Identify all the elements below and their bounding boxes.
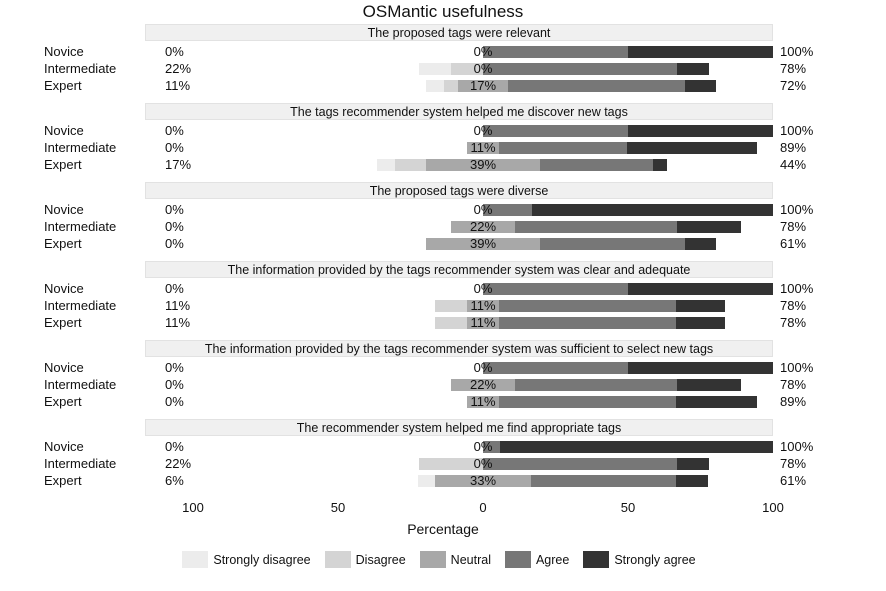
bar-segment — [418, 475, 435, 487]
panel-strip-label: The proposed tags were relevant — [145, 24, 773, 41]
x-axis-tick-label: 50 — [620, 500, 636, 515]
bar-segment — [515, 221, 677, 233]
row-neutral-percent: 0% — [473, 281, 493, 296]
row-positive-percent: 61% — [780, 236, 807, 251]
legend-item — [505, 551, 569, 568]
row-positive-percent: 100% — [780, 439, 814, 454]
legend-item — [182, 551, 310, 568]
row-group-label: Intermediate — [44, 456, 117, 471]
stacked-bar — [483, 362, 773, 374]
row-positive-percent: 78% — [780, 61, 807, 76]
legend-label: Strongly disagree — [213, 552, 311, 567]
bar-segment — [677, 379, 741, 391]
panel-strip-label: The tags recommender system helped me discover new tags — [145, 103, 773, 120]
row-neutral-percent: 0% — [473, 456, 493, 471]
row-positive-percent: 100% — [780, 202, 814, 217]
x-axis-tick-label: 0 — [479, 500, 487, 515]
legend-swatch — [182, 551, 208, 568]
row-negative-percent: 0% — [165, 236, 184, 251]
bar-segment — [500, 441, 773, 453]
row-negative-percent: 0% — [165, 360, 184, 375]
row-negative-percent: 11% — [165, 315, 191, 330]
row-group-label: Expert — [44, 473, 82, 488]
stacked-bar — [483, 125, 773, 137]
row-neutral-percent: 11% — [470, 394, 496, 409]
row-negative-percent: 0% — [165, 219, 184, 234]
row-group-label: Expert — [44, 315, 82, 330]
row-group-label: Expert — [44, 78, 82, 93]
row-neutral-percent: 0% — [473, 202, 493, 217]
row-positive-percent: 89% — [780, 140, 807, 155]
bar-segment — [426, 80, 443, 92]
bar-segment — [676, 317, 725, 329]
bar-segment — [627, 142, 758, 154]
chart-legend — [0, 551, 886, 568]
panel-strip-label: The proposed tags were diverse — [145, 182, 773, 199]
row-positive-percent: 100% — [780, 123, 814, 138]
bar-segment — [377, 159, 394, 171]
row-group-label: Intermediate — [44, 61, 117, 76]
row-neutral-percent: 11% — [470, 140, 496, 155]
row-negative-percent: 0% — [165, 140, 184, 155]
row-positive-percent: 44% — [780, 157, 807, 172]
bar-segment — [676, 475, 708, 487]
bar-segment — [628, 46, 773, 58]
row-group-label: Novice — [44, 123, 84, 138]
row-group-label: Intermediate — [44, 219, 117, 234]
row-group-label: Intermediate — [44, 140, 117, 155]
row-positive-percent: 78% — [780, 377, 807, 392]
row-neutral-percent: 39% — [469, 157, 497, 172]
row-negative-percent: 6% — [165, 473, 184, 488]
row-negative-percent: 0% — [165, 44, 184, 59]
bar-segment — [677, 63, 709, 75]
row-neutral-percent: 11% — [470, 315, 496, 330]
bar-segment — [499, 317, 676, 329]
row-positive-percent: 100% — [780, 44, 814, 59]
legend-item — [583, 551, 695, 568]
legend-swatch — [325, 551, 351, 568]
stacked-bar — [483, 46, 773, 58]
row-group-label: Intermediate — [44, 377, 117, 392]
bar-segment — [685, 80, 717, 92]
bar-segment — [499, 396, 676, 408]
legend-label: Neutral — [450, 552, 491, 567]
row-negative-percent: 0% — [165, 281, 184, 296]
row-neutral-percent: 0% — [473, 123, 493, 138]
row-neutral-percent: 0% — [473, 61, 493, 76]
row-neutral-percent: 22% — [469, 377, 497, 392]
x-axis-title: Percentage — [407, 521, 479, 537]
x-axis-tick-label: 100 — [762, 500, 784, 515]
row-positive-percent: 61% — [780, 473, 807, 488]
row-group-label: Expert — [44, 394, 82, 409]
row-group-label: Intermediate — [44, 298, 117, 313]
row-group-label: Novice — [44, 439, 84, 454]
row-negative-percent: 11% — [165, 298, 191, 313]
row-neutral-percent: 22% — [469, 219, 497, 234]
bar-segment — [515, 379, 677, 391]
stacked-bar — [483, 283, 773, 295]
row-positive-percent: 78% — [780, 298, 807, 313]
row-positive-percent: 78% — [780, 219, 807, 234]
row-negative-percent: 0% — [165, 394, 184, 409]
row-positive-percent: 100% — [780, 281, 814, 296]
panel-strip-label: The information provided by the tags recommender system was sufficient to select new tags — [145, 340, 773, 357]
bar-segment — [499, 142, 627, 154]
legend-label: Strongly agree — [614, 552, 696, 567]
legend-item — [420, 551, 491, 568]
bar-segment — [677, 221, 741, 233]
bar-segment — [628, 283, 773, 295]
row-positive-percent: 72% — [780, 78, 807, 93]
legend-label: Agree — [535, 552, 570, 567]
bar-segment — [676, 396, 757, 408]
row-neutral-percent: 33% — [469, 473, 497, 488]
row-group-label: Novice — [44, 202, 84, 217]
bar-segment — [676, 300, 725, 312]
bar-segment — [532, 204, 773, 216]
row-negative-percent: 0% — [165, 377, 184, 392]
row-positive-percent: 89% — [780, 394, 807, 409]
panel-strip-label: The recommender system helped me find appropriate tags — [145, 419, 773, 436]
chart-title: OSMantic usefulness — [362, 2, 524, 21]
row-positive-percent: 100% — [780, 360, 814, 375]
row-negative-percent: 0% — [165, 439, 184, 454]
row-negative-percent: 17% — [165, 157, 192, 172]
row-neutral-percent: 11% — [470, 298, 496, 313]
bar-segment — [540, 159, 653, 171]
row-neutral-percent: 17% — [469, 78, 497, 93]
row-neutral-percent: 39% — [469, 236, 497, 251]
row-negative-percent: 11% — [165, 78, 191, 93]
row-negative-percent: 22% — [165, 61, 192, 76]
bar-segment — [508, 80, 685, 92]
row-group-label: Novice — [44, 360, 84, 375]
stacked-bar — [483, 441, 773, 453]
x-axis-tick-label: 50 — [330, 500, 346, 515]
row-group-label: Expert — [44, 157, 82, 172]
row-group-label: Expert — [44, 236, 82, 251]
legend-swatch — [505, 551, 531, 568]
row-group-label: Novice — [44, 44, 84, 59]
bar-segment — [685, 238, 717, 250]
stacked-bar — [483, 204, 773, 216]
row-neutral-percent: 0% — [473, 439, 493, 454]
row-neutral-percent: 0% — [473, 44, 493, 59]
legend-label: Disagree — [355, 552, 406, 567]
bar-segment — [395, 159, 427, 171]
row-negative-percent: 0% — [165, 123, 184, 138]
bar-segment — [628, 125, 773, 137]
bar-segment — [499, 300, 676, 312]
row-positive-percent: 78% — [780, 315, 807, 330]
bar-segment — [419, 63, 451, 75]
bar-segment — [677, 458, 709, 470]
row-negative-percent: 22% — [165, 456, 192, 471]
row-group-label: Novice — [44, 281, 84, 296]
legend-swatch — [583, 551, 609, 568]
stacked-bar — [377, 159, 667, 171]
legend-swatch — [420, 551, 446, 568]
x-axis-tick-label: 100 — [182, 500, 204, 515]
bar-segment — [540, 238, 685, 250]
panel-strip-label: The information provided by the tags recommender system was clear and adequate — [145, 261, 773, 278]
legend-item — [325, 551, 406, 568]
row-neutral-percent: 0% — [473, 360, 493, 375]
bar-segment — [628, 362, 773, 374]
bar-segment — [531, 475, 676, 487]
bar-segment — [653, 159, 668, 171]
row-negative-percent: 0% — [165, 202, 184, 217]
row-positive-percent: 78% — [780, 456, 807, 471]
